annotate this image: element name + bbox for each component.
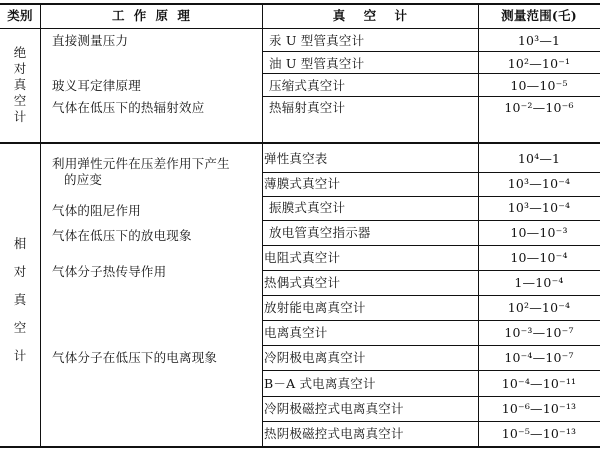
range-value: 10⁻⁴—10⁻⁷	[504, 350, 574, 365]
gauge-name: 热阴极磁控式电离真空计	[264, 426, 404, 441]
range-value: 10⁻⁴—10⁻¹¹	[501, 376, 577, 391]
group-separator-rule	[0, 142, 600, 144]
range-value: 1—10⁻⁴	[514, 275, 564, 290]
row-rule	[262, 421, 600, 422]
category-char: 真	[13, 77, 27, 92]
row-rule	[262, 172, 600, 173]
header-range: 测量范围(乇)	[501, 8, 577, 23]
gauge-name: 电离真空计	[264, 325, 328, 340]
principle-text: 利用弹性元件在压差作用下产生	[52, 156, 230, 171]
category-char: 计	[13, 109, 27, 124]
range-value: 10⁻⁶—10⁻¹³	[501, 401, 577, 416]
header-bottom-rule	[0, 28, 600, 29]
gauge-name: 汞 U 型管真空计	[269, 33, 365, 48]
range-value: 10²—10⁻¹	[507, 56, 571, 71]
category-char: 空	[13, 320, 27, 335]
category-char: 绝	[13, 45, 27, 60]
row-rule	[262, 370, 600, 371]
gauge-name: 放射能电离真空计	[264, 300, 366, 315]
range-value: 10—10⁻³	[510, 225, 568, 240]
row-rule	[262, 345, 600, 346]
header-principle: 工 作 原 理	[111, 8, 191, 23]
gauge-name: 油 U 型管真空计	[269, 56, 365, 71]
column-rule	[40, 3, 41, 447]
gauge-name: 冷阴极磁控式电离真空计	[264, 401, 404, 416]
header-category: 类别	[7, 8, 33, 23]
range-value: 10³—10⁻⁴	[507, 200, 571, 215]
range-value: 10—10⁻⁵	[510, 78, 568, 93]
gauge-name: 薄膜式真空计	[264, 176, 341, 191]
category-char: 计	[13, 348, 27, 363]
row-rule	[262, 396, 600, 397]
principle-text: 的应变	[64, 172, 103, 187]
gauge-name: 热偶式真空计	[264, 275, 341, 290]
principle-text: 气体分子在低压下的电离现象	[52, 350, 218, 365]
gauge-name: 冷阴极电离真空计	[264, 350, 366, 365]
principle-text: 玻义耳定律原理	[52, 78, 141, 93]
row-rule	[262, 320, 600, 321]
category-char: 空	[13, 93, 27, 108]
row-rule	[262, 270, 600, 271]
row-rule	[262, 295, 600, 296]
principle-text: 气体的阻尼作用	[52, 203, 141, 218]
gauge-name: 弹性真空表	[264, 151, 328, 166]
category-char: 对	[13, 264, 27, 279]
principle-text: 气体在低压下的放电现象	[52, 228, 192, 243]
principle-text: 气体在低压下的热辐射效应	[52, 100, 205, 115]
table-bottom-rule	[0, 446, 600, 448]
range-value: 10⁴—1	[517, 151, 561, 166]
gauge-name: 放电管真空指示器	[269, 225, 371, 240]
header-gauge: 真 空 计	[332, 8, 408, 23]
row-rule	[262, 245, 600, 246]
range-value: 10³—10⁻⁴	[507, 176, 571, 191]
gauge-name: B－A 式电离真空计	[264, 376, 376, 391]
range-value: 10³—1	[517, 33, 561, 48]
table-top-rule	[0, 3, 600, 5]
category-char: 真	[13, 292, 27, 307]
column-rule	[262, 3, 263, 447]
category-char: 相	[13, 236, 27, 251]
principle-text: 直接测量压力	[52, 33, 129, 48]
row-rule	[262, 220, 600, 221]
gauge-name: 振膜式真空计	[269, 200, 346, 215]
row-rule	[262, 196, 600, 197]
gauge-name: 压缩式真空计	[269, 78, 346, 93]
range-value: 10²—10⁻⁴	[507, 300, 571, 315]
range-value: 10⁻⁵—10⁻¹³	[501, 426, 577, 441]
principle-text: 气体分子热传导作用	[52, 264, 167, 279]
range-value: 10⁻³—10⁻⁷	[504, 325, 574, 340]
category-char: 对	[13, 61, 27, 76]
gauge-name: 热辐射真空计	[269, 100, 346, 115]
row-rule	[262, 51, 600, 52]
range-value: 10⁻²—10⁻⁶	[504, 100, 574, 115]
row-rule	[262, 96, 600, 97]
gauge-name: 电阻式真空计	[264, 250, 341, 265]
row-rule	[262, 73, 600, 74]
range-value: 10—10⁻⁴	[510, 250, 568, 265]
